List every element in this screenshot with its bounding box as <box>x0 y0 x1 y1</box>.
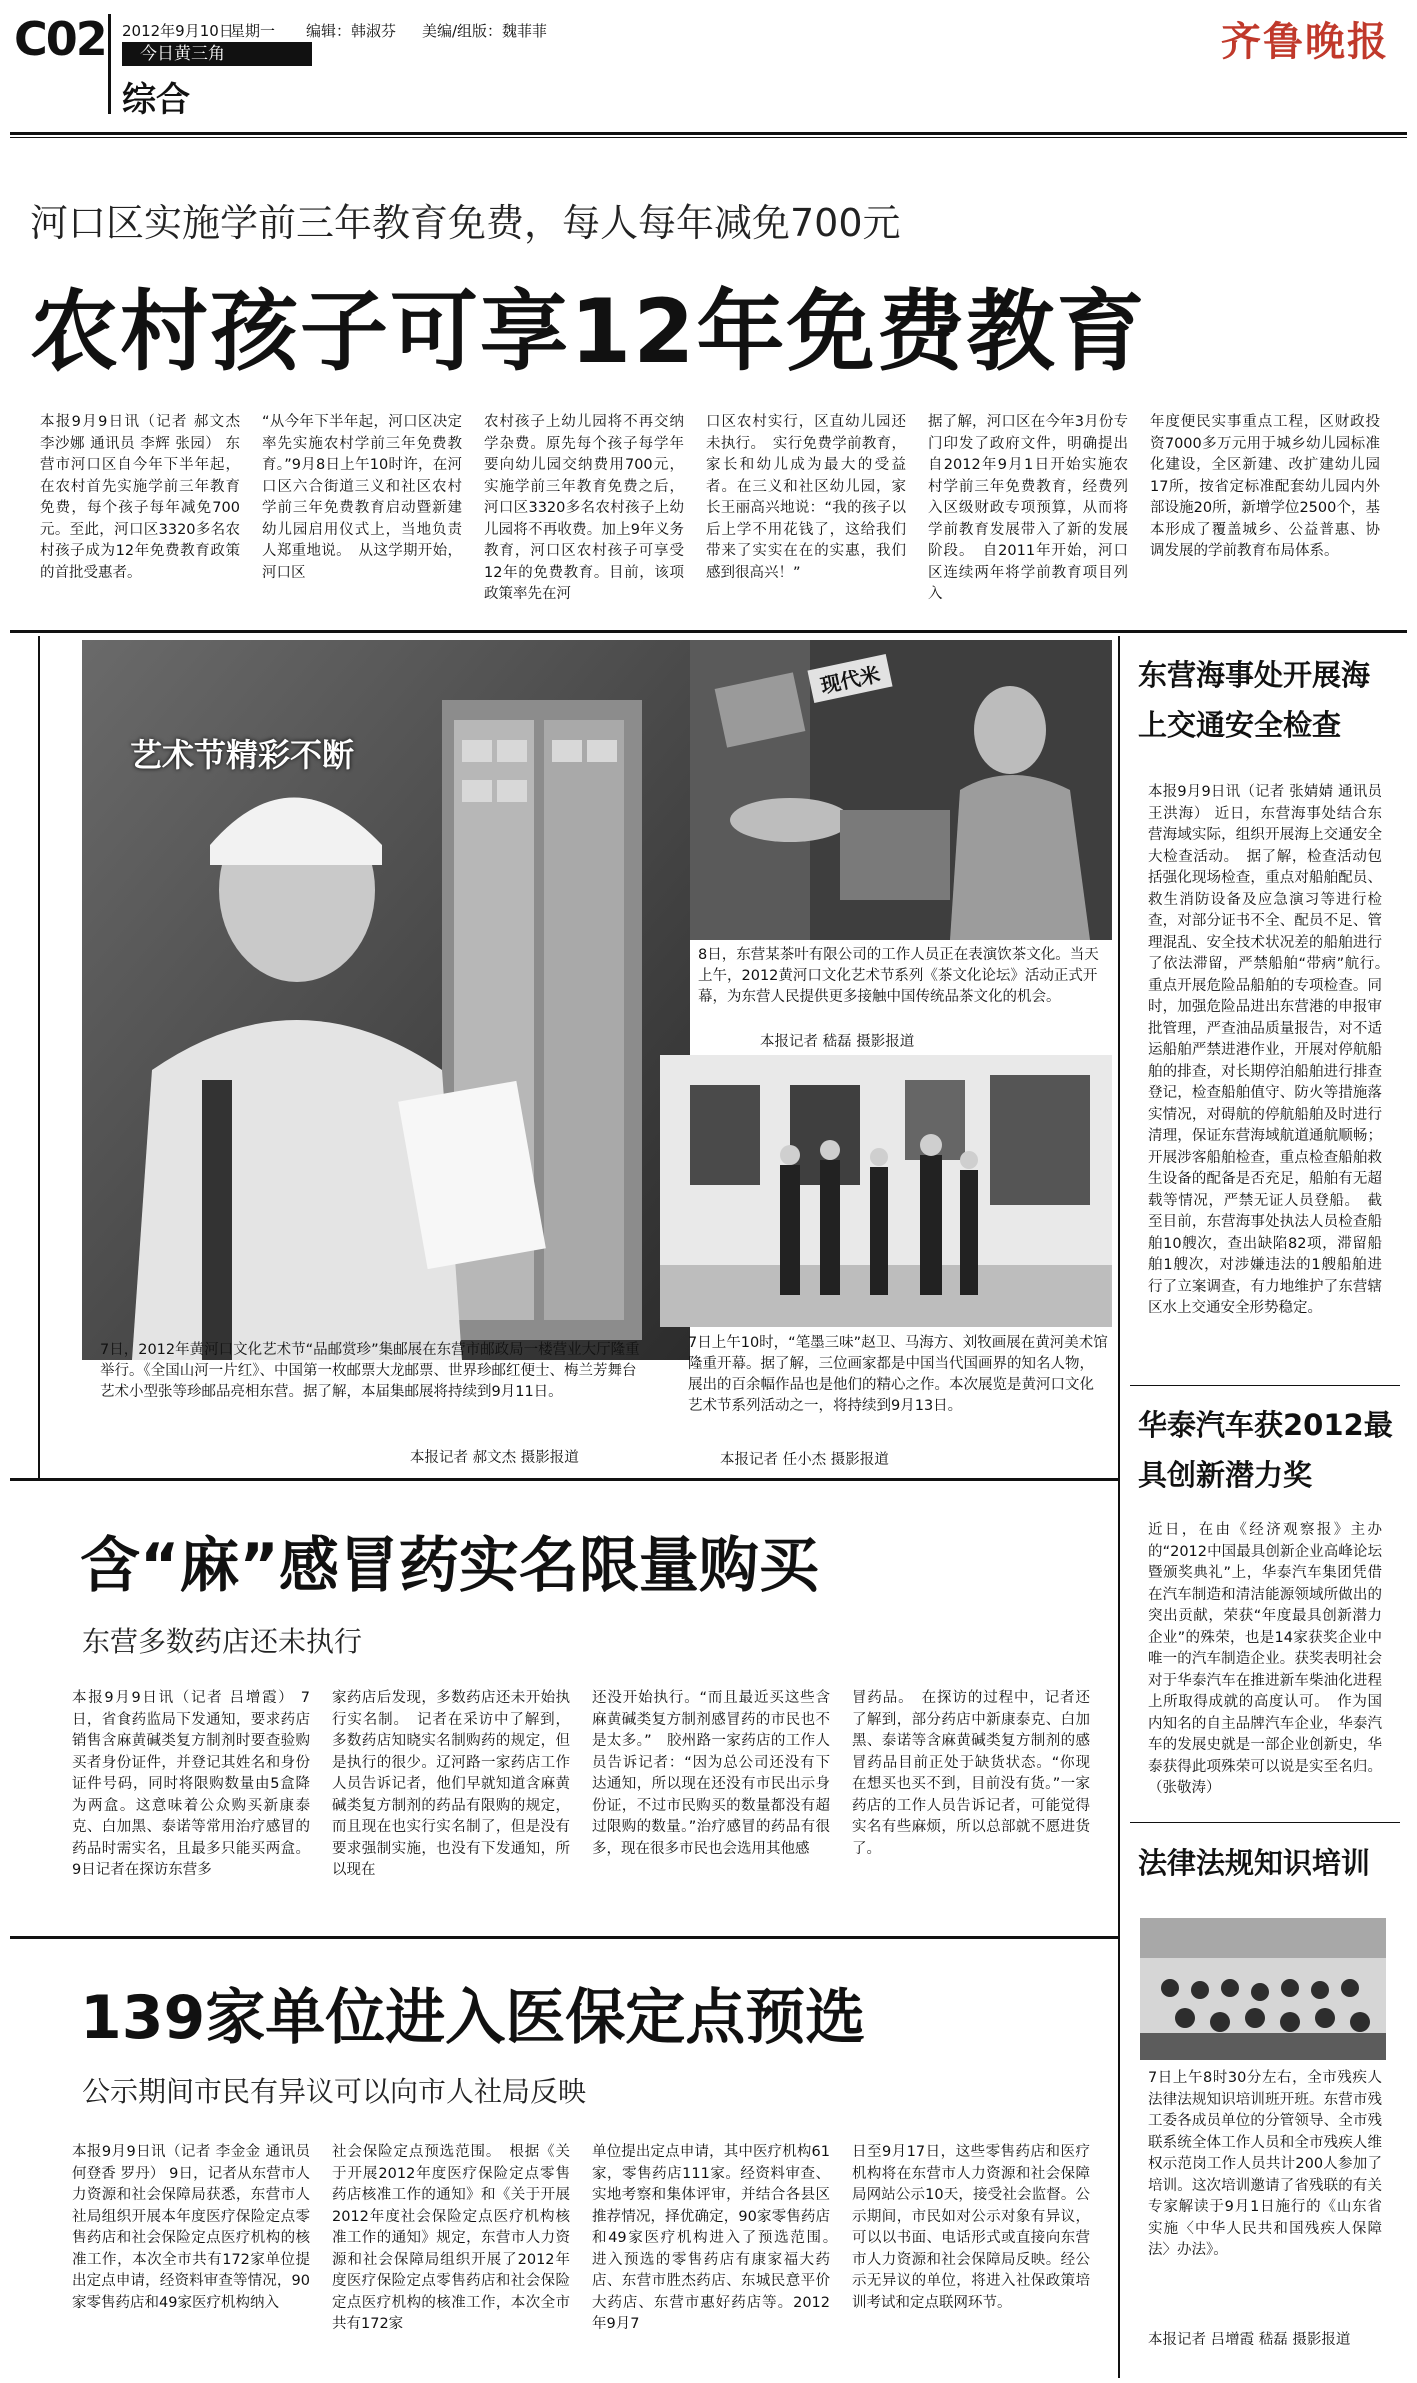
training-credit: 本报记者 吕增霞 嵇磊 摄影报道 <box>1148 2332 1351 2348</box>
yb-column-1: 本报9月9日讯（记者 李金金 通讯员 何登香 罗丹） 9日，记者从东营市人力资源和社会保障局获悉，东营市人社局组织开展本年度医疗保险定点零售药店和社会保险定点医疗机构的核准工作，本次全市共有172家单位提出定点申请，经资料审查等情况，90家零售药店和49家医疗机构纳入 <box>72 2144 310 2311</box>
painting-photo-credit: 本报记者 任小杰 摄影报道 <box>720 1452 889 1468</box>
ma-story-headline: 含“麻”感冒药实名限量购买 <box>80 1531 819 1601</box>
yb-story-subheadline: 公示期间市民有异议可以向市人社局反映 <box>82 2075 587 2108</box>
sidebar-body-huatai: 近日，在由《经济观察报》主办的“2012中国最具创新企业高峰论坛暨颁奖典礼”上，华泰汽车集团凭借在汽车制造和清洁能源领域所做出的突出贡献，荣获“年度最具创新潜力企业”的殊荣，也是14家获奖企业中唯一的汽车制造企业。获奖表明社会对于华泰汽车在推进新车柴油化进程上所取得成就的高度认可。 作为国内知名的自主品牌汽车企业，华泰汽车的发展史就是一部企业创新史，华泰获得此项殊荣可以说是实至名归。（张敬涛） <box>1148 1522 1382 1796</box>
lead-column-2: “从今年下半年起，河口区决定率先实施农村学前三年免费教育。”9月8日上午10时许，在河口区六合街道三义和社区农村学前三年免费教育启动暨新建幼儿园启用仪式上，当地负责人郑重地说。 从这学期开始，河口区 <box>262 414 462 581</box>
editor-credit: 编辑：韩淑芬 <box>306 22 397 40</box>
painting-photo-caption: 7日上午10时，“笔墨三味”赵卫、马海方、刘牧画展在黄河美术馆隆重开幕。据了解，三位画家都是中国当代国画界的知名人物，展出的百余幅作品也是他们的精心之作。本次展览是黄河口文化艺术节系列活动之一，将持续到9月13日。 <box>688 1335 1108 1414</box>
lead-column-3: 农村孩子上幼儿园将不再交纳学杂费。原先每个孩子每学年要向幼儿园交纳费用700元，实施学前三年教育免费之后，河口区3320多名农村孩子上幼儿园将不再收费。加上9年义务教育，河口区农村孩子可享受12年的免费教育。目前，该项政策率先在河 <box>484 414 684 602</box>
stamp-photo-credit: 本报记者 郝文杰 摄影报道 <box>410 1450 579 1466</box>
tea-photo-caption: 8日，东营某茶叶有限公司的工作人员正在表演饮茶文化。当天上午，2012黄河口文化艺术节系列《茶文化论坛》活动正式开幕，为东营人民提供更多接触中国传统品茶文化的机会。 <box>698 947 1099 1005</box>
ma-column-1: 本报9月9日讯（记者 吕增霞） 7日，省食药监局下发通知，要求药店销售含麻黄碱类复方制剂时要查验购买者身份证件，并登记其姓名和身份证件号码，同时将限购数量由5盒降为两盒。这意味着公众购买新康泰克、白加黑、泰诺等常用治疗感冒的药品时需实名，且最多只能买两盒。9日记者在探访东营多 <box>72 1690 310 1878</box>
sidebar-title-maritime: 东营海事处开展海上交通安全检查 <box>1138 658 1371 742</box>
stamp-photo-caption: 7日，2012年黄河口文化艺术节“品邮赏珍”集邮展在东营市邮政局一楼营业大厅隆重举行。《全国山河一片红》、中国第一枚邮票大龙邮票、世界珍邮红便士、梅兰芳舞台艺术小型张等珍邮品亮相东营。据了解，本届集邮展将持续到9月11日。 <box>100 1342 640 1400</box>
yb-column-2: 社会保险定点预选范围。 根据《关于开展2012年度医疗保险定点零售药店核准工作的通知》和《关于开展2012年度社会保险定点医疗机构核准工作的通知》规定，东营市人力资源和社会保障局组织开展了2012年度医疗保险定点零售药店和社会保险定点医疗机构的核准工作，本次全市共有172家 <box>332 2144 570 2332</box>
designer-credit: 美编/组版：魏菲菲 <box>422 22 548 40</box>
section-name: 综合 <box>122 80 190 120</box>
lead-headline: 农村孩子可享12年免费教育 <box>30 280 1147 383</box>
yb-column-3: 单位提出定点申请，其中医疗机构61家，零售药店111家。经资料审查、实地考察和集体评审，并结合各县区推荐情况，择优确定，90家零售药店和49家医疗机构进入了预选范围。 进入预选的零售药店有康家福大药店、东营市胜杰药店、东城民意平价大药店、东营市惠好药店等。2012年9月7 <box>592 2144 845 2332</box>
header-rule <box>10 132 1407 135</box>
lead-column-6: 年度便民实事重点工程，区财政投资7000多万元用于城乡幼儿园标准化建设，全区新建、改扩建幼儿园17所，按省定标准配套幼儿园内外部设施20所，新增学位2500个，基本形成了覆盖城乡、公益普惠、协调发展的学前教育布局体系。 <box>1150 414 1380 559</box>
training-caption: 7日上午8时30分左右，全市残疾人法律法规知识培训班开班。东营市残工委各成员单位的分管领导、全市残联系统全体工作人员和全市残疾人维权示范岗工作人员共计200人参加了培训。这次培训邀请了省残联的有关专家解读于9月1日施行的《山东省实施〈中华人民共和国残疾人保障法〉办法》。 <box>1148 2070 1382 2258</box>
training-photo <box>1140 1918 1386 2060</box>
sidebar-title-training: 法律法规知识培训 <box>1138 1846 1371 1880</box>
header-divider <box>108 14 111 114</box>
tea-photo-credit: 本报记者 嵇磊 摄影报道 <box>760 1034 915 1050</box>
issue-weekday: 星期一 <box>230 22 276 40</box>
photo-sign-text: 现代米 <box>807 654 892 703</box>
sidebar-title-huatai: 华泰汽车获2012最具创新潜力奖 <box>1138 1408 1393 1492</box>
page-number: C02 <box>14 12 106 66</box>
painting-exhibition-photo <box>660 1055 1112 1327</box>
yb-story-headline: 139家单位进入医保定点预选 <box>80 1983 866 2053</box>
sidebar-body-maritime: 本报9月9日讯（记者 张婧婧 通讯员 王洪海） 近日，东营海事处结合东营海域实际，组织开展海上交通安全大检查活动。 据了解，检查活动包括强化现场检查，重点对船舶配员、救生消防设备及应急演习等进行检查，对部分证书不全、配员不足、管理混乱、安全技术状况差的船舶进行了依法滞留，严禁船舶“带病”航行。 重点开展危险品船舶的专项检查。同时，加强危险品进出东营港的申报审批管理，严查油品质量报告，对不适运船舶严禁进港作业，开展对停航船舶的排查，对长期停泊船舶进行排查登记，检查船舶值守、防火等措施落实情况，对碍航的停航船舶及时进行清理，保证东营海域航道通航顺畅；开展涉客船舶检查，重点检查船舶救生设备的配备是否充足，船舶有无超载等情况，严禁无证人员登船。 截至目前，东营海事处执法人员检查船舶10艘次，查出缺陷82项，滞留船舶1艘次，对涉嫌违法的1艘船舶进行了立案调查，有力地维护了东营辖区水上交通安全形势稳定。 <box>1148 784 1397 1316</box>
ma-column-4: 冒药品。 在探访的过程中，记者还了解到，部分药店中新康泰克、白加黑、泰诺等含麻黄碱类复方制剂的感冒药品目前正处于缺货状态。“你现在想买也买不到，目前没有货。”一家药店的工作人员告诉记者，可能觉得实名有些麻烦，所以总部就不愿进货了。 <box>852 1690 1090 1857</box>
newspaper-logo: 齐鲁晚报 <box>1221 18 1389 65</box>
sidebar-divider <box>1118 636 1120 2378</box>
lead-column-5: 据了解，河口区在今年3月份专门印发了政府文件，明确提出自2012年9月1日开始实施农村学前三年免费教育，经费列入区级财政专项预算，从而将学前教育发展带入了新的发展阶段。 自2011年开始，河口区连续两年将学前教育项目列入 <box>928 414 1128 602</box>
ma-column-3: 还没开始执行。“而且最近买这些含麻黄碱类复方制剂感冒药的市民也不是太多。” 胶州路一家药店的工作人员告诉记者：“因为总公司还没有下达通知，所以现在还没有市民出示身份证，不过市民购买的数量都没有超过限购的数量。”治疗感冒的药品有很多，现在很多市民也会选用其他感 <box>592 1690 830 1857</box>
yb-column-4: 日至9月17日，这些零售药店和医疗机构将在东营市人力资源和社会保障局网站公示10天，接受社会监督。公示期间，市民如对公示对象有异议，可以以书面、电话形式或直接向东营市人力资源和社会保障局反映。经公示无异议的单位，将进入社保政策培训考试和定点联网环节。 <box>852 2144 1090 2311</box>
column-tag: 今日黄三角 <box>122 42 312 66</box>
ma-story-subheadline: 东营多数药店还未执行 <box>82 1625 363 1658</box>
lead-column-1: 本报9月9日讯（记者 郝文杰 李沙娜 通讯员 李辉 张园） 东营市河口区自今年下半年起，在农村首先实施学前三年教育免费，每个孩子每年减免700元。至此，河口区3320多名农村孩子成为12年免费教育政策的首批受惠者。 <box>40 414 240 581</box>
ma-column-2: 家药店后发现，多数药店还未开始执行实名制。 记者在采访中了解到，多数药店知晓实名制购药的规定，但是执行的很少。辽河路一家药店工作人员告诉记者，他们早就知道含麻黄碱类复方制剂的药品有限购的规定，而且现在也实行实名制了，但是没有要求强制实施，也没有下发通知，所以现在 <box>332 1690 570 1878</box>
issue-date: 2012年9月10日 <box>122 22 234 40</box>
tea-culture-photo <box>690 640 1112 940</box>
lead-bottom-rule <box>10 630 1407 633</box>
photo-overlay-title: 艺术节精彩不断 <box>130 736 355 774</box>
lead-kicker: 河口区实施学前三年教育免费，每人每年减免700元 <box>30 201 901 245</box>
lead-column-4: 口区农村实行，区直幼儿园还未执行。 实行免费学前教育，家长和幼儿成为最大的受益者。在三义和社区幼儿园，家长王丽高兴地说：“我的孩子以后上学不用花钱了，这给我们带来了实实在在的实惠，我们感到很高兴！” <box>706 414 906 581</box>
